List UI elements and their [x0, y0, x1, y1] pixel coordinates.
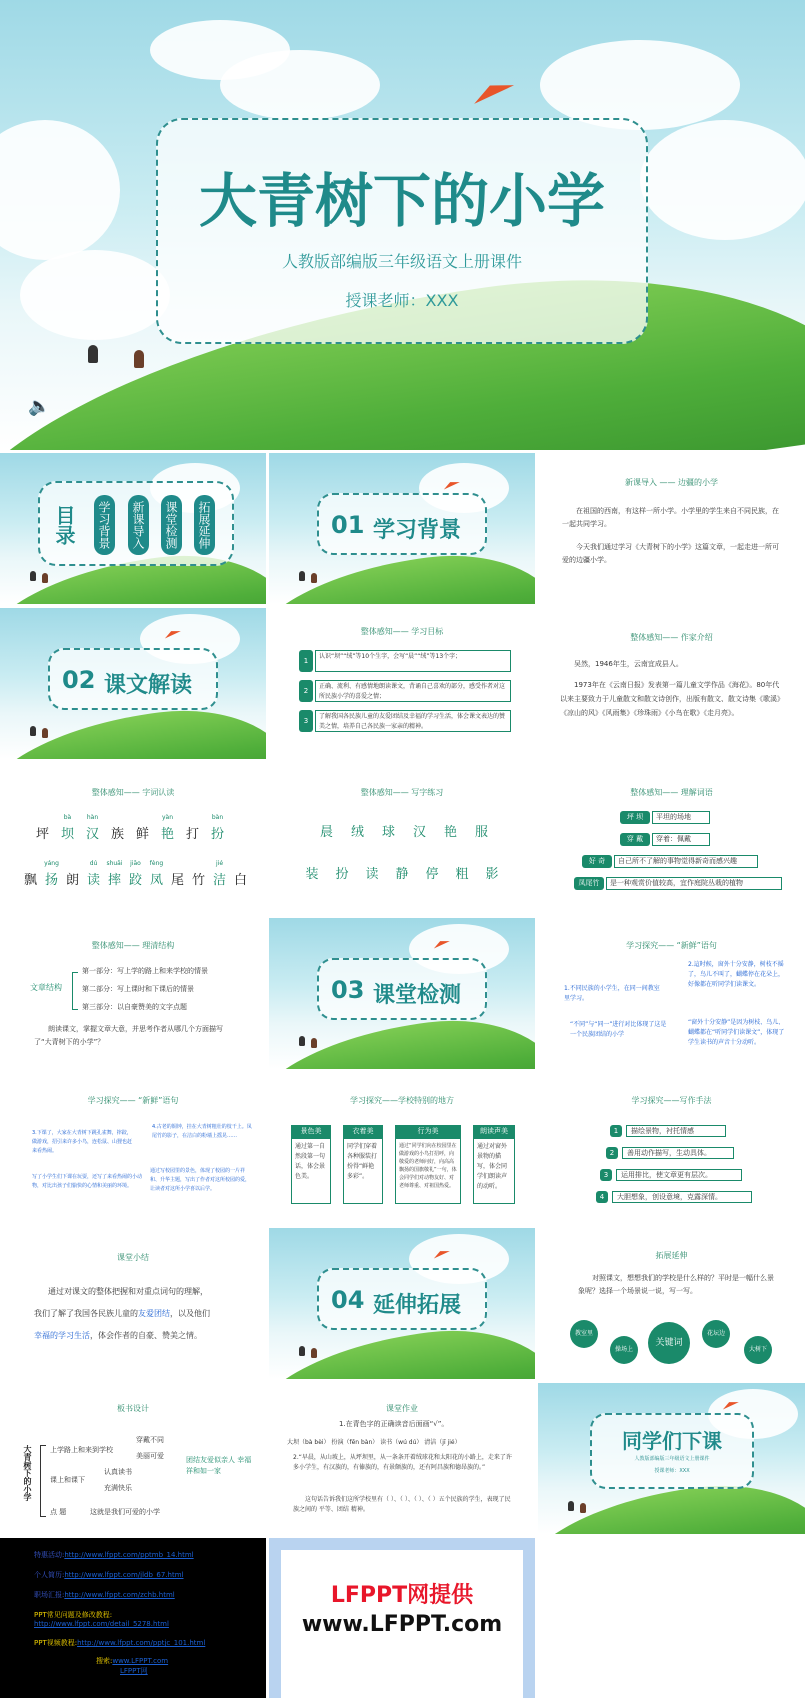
board-b1: 上学路上和来到学校 [50, 1446, 113, 1454]
board-b3: 点 题 [50, 1508, 67, 1516]
cover-subtitle: 人教版部编版三年级语文上册课件 [281, 252, 522, 271]
vocab-char: 坝 [60, 827, 74, 842]
link-url-3[interactable]: http://www.lfppt.com/zchb.html [64, 1591, 175, 1599]
vocab-pinyin: bà [63, 814, 72, 821]
end-title: 同学们下课 [622, 1429, 722, 1453]
vocab-char: 汉 [85, 827, 99, 842]
toc-item-1[interactable]: 学习背景 [94, 495, 115, 555]
beauty-col4-text: 通过对窗外景物的描写，体会同学们朗读声的动听。 [473, 1138, 515, 1204]
link-url-1[interactable]: http://www.lfppt.com/pptmb_14.html [64, 1551, 194, 1559]
explore1-slide [538, 918, 805, 1069]
board-b1b: 美丽可爱 [136, 1452, 164, 1460]
words-header: 整体感知—— 理解词语 [630, 788, 713, 797]
structure-question: 朗读课文，掌握文章大意，并思考作者从哪几个方面描写了“大青树下的小学”？ [34, 1025, 223, 1046]
goal-num-2: 2 [299, 680, 313, 702]
technique-text-4: 大胆想象，创设意境，克露深情。 [612, 1191, 752, 1203]
vocab-char: 坪 [35, 827, 49, 842]
beauty-col2-text: 同学们穿着各种服装打扮得“鲜艳多彩”。 [343, 1138, 383, 1204]
vocab-char: 打 [185, 827, 199, 842]
vocab-char: 族 [110, 827, 124, 842]
author-header: 整体感知—— 作家介绍 [630, 633, 713, 642]
board-b3a: 这就是我们可爱的小学 [90, 1508, 160, 1516]
beauty-header: 学习探究——学校特别的地方 [350, 1096, 454, 1105]
word-val-4: 是一种观赏价值较高，宜作庭院丛栽的植物 [606, 877, 782, 890]
board-b1a: 穿戴不同 [136, 1436, 164, 1444]
section4-title: 延伸拓展 [373, 1293, 462, 1318]
beauty-slide [269, 1073, 535, 1224]
summary-highlight-2: 幸福的学习生活 [34, 1331, 90, 1340]
structure-part-1: 第一部分：写上学的路上和来学校的情景 [82, 967, 208, 975]
end-slide [538, 1383, 805, 1534]
vocab-char: 读 [86, 873, 100, 888]
extend-node-4: 大树下 [744, 1336, 772, 1364]
beauty-col4-head: 朗读声美 [473, 1125, 515, 1138]
summary-line2a: 我们了解了我国各民族儿童的 [34, 1309, 138, 1318]
word-val-3: 自己所不了解的事物觉得新奇而感兴趣 [614, 855, 758, 868]
homework-q3: 这句话告诉我们这所学校里有（ ）、（ ）、（ ）、（ ）五个民族的学生，表现了民族之间的 平等、团结 精神。 [293, 1496, 511, 1513]
link-label-5: PPT视频教程: [34, 1639, 78, 1647]
cover-teacher: 授课老师：XXX [345, 291, 459, 310]
structure-part-3: 第三部分：以自豪赞美的文字点题 [82, 1003, 187, 1011]
homework-header: 课堂作业 [386, 1404, 418, 1413]
vocab-char: 尾 [170, 873, 184, 888]
goal-text-1: 认识“坝”“绒”等10个生字，会写“晨”“绒”等13个字； [315, 650, 511, 672]
end-subtitle: 人教版部编版三年级语文上册课件 [634, 1456, 710, 1462]
cover-title: 大青树下的小学 [198, 167, 605, 235]
promo-panel [269, 1538, 535, 1698]
explore2-header: 学习探究—— “新鲜”语句 [87, 1096, 179, 1105]
goals-slide [269, 608, 535, 759]
vocab-char: 摔 [107, 873, 121, 888]
summary-line1: 通过对课文的整体把握和对重点词句的理解， [48, 1287, 208, 1296]
writing-char: 服 [474, 825, 488, 840]
vocab-pinyin: fèng [149, 860, 164, 867]
vocab-pinyin: jié [215, 860, 224, 867]
explore1-d: “窗外十分安静”是因为树枝、鸟儿、蝴蝶都在“听同学们读课文”，体现了学生读书的声音十分动听。 [688, 1019, 785, 1046]
vocab-char: 白 [233, 873, 247, 888]
technique-text-3: 运用排比，使文章更有层次。 [616, 1169, 742, 1181]
vocab-pinyin: yàn [161, 814, 174, 821]
author-p2: 1973年在《云南日报》发表第一篇儿童文学作品《海花》。80年代以来主要致力于儿童散文和散文诗创作，出版有散文、散文诗集《歌溪》《凉山的风》《风雨集》《珍珠雨》《小鸟在歌》《走月亮》。 [560, 681, 784, 717]
explore1-header: 学习探究—— “新鲜”语句 [626, 941, 717, 950]
technique-header: 学习探究——写作手法 [631, 1096, 712, 1105]
section2-slide [0, 608, 266, 759]
goals-header: 整体感知—— 学习目标 [360, 627, 444, 636]
explore1-c: “不同”与“同一”进行对比体现了这是一个民族团结的小学 [570, 1021, 667, 1038]
writing-char: 读 [365, 867, 379, 882]
section3-number: 03 [331, 976, 365, 1004]
vocab-header: 整体感知—— 字词认读 [91, 788, 175, 797]
homework-q2: 2.“早晨，从山坡上，从坪坝里，从一条条开着绒球花和太阳花的小路上，走来了许多小学生，有汉族的，有傣族的，有景颇族的，还有阿昌族和德昂族的。” [293, 1454, 512, 1471]
vocab-char: 艳 [160, 827, 174, 842]
summary-slide [0, 1228, 266, 1379]
extend-node-3: 花坛边 [702, 1320, 730, 1348]
kite-icon [470, 76, 514, 104]
vocab-char: 飘 [23, 873, 37, 888]
extend-center: 关键词 [648, 1322, 690, 1364]
vocab-pinyin: shuāi [106, 860, 123, 867]
vocab-char: 竹 [191, 873, 205, 888]
link-url-5[interactable]: http://www.lfppt.com/pptjc_101.html [77, 1639, 206, 1647]
technique-num-2: 2 [606, 1147, 618, 1159]
link-url-2[interactable]: http://www.lfppt.com/jldb_67.html [64, 1571, 184, 1579]
intro-header: 新课导入 —— 边疆的小学 [624, 478, 719, 487]
structure-header: 整体感知—— 理清结构 [91, 941, 175, 950]
extend-question: 对照课文，想想我们的学校是什么样的？平时是一幅什么景象呢？选择一个场景说一说，写一写。 [578, 1274, 774, 1295]
beauty-col3-head: 行为美 [395, 1125, 461, 1138]
technique-num-1: 1 [610, 1125, 622, 1137]
summary-header: 课堂小结 [117, 1253, 149, 1262]
homework-q1: 1.在青色字的正确读音后面画“√”。 [339, 1420, 449, 1428]
end-teacher: 授课老师：XXX [654, 1468, 690, 1474]
speaker-icon[interactable]: 🔈 [28, 396, 51, 417]
board-slide [0, 1383, 266, 1534]
writing-char: 晨 [319, 825, 333, 840]
word-val-1: 平坦的场地 [652, 811, 710, 824]
cover-slide [0, 0, 805, 450]
vocab-char: 扬 [44, 873, 58, 888]
writing-char: 艳 [443, 825, 457, 840]
intro-slide [538, 453, 805, 604]
summary-line2c: ，以及他们 [170, 1309, 210, 1318]
board-b2a: 认真读书 [104, 1468, 132, 1476]
homework-slide [269, 1383, 535, 1534]
explore2-slide [0, 1073, 266, 1224]
section1-title: 学习背景 [373, 518, 462, 543]
board-header: 板书设计 [117, 1404, 149, 1413]
explore2-b: 4.古老的铜钟，挂在大青树粗壮的枝干上。凤尾竹的影子，在洁白的粉墙上摇晃…… [152, 1124, 252, 1139]
extend-slide [538, 1228, 805, 1379]
writing-header: 整体感知—— 写字练习 [360, 788, 444, 797]
goal-num-1: 1 [299, 650, 313, 672]
intro-p2: 今天我们通过学习《大青树下的小学》这篇文章，一起走进一所可爱的边疆小学。 [562, 543, 779, 564]
section4-slide [269, 1228, 535, 1379]
link-label-3: 职场汇报: [34, 1591, 65, 1599]
promo-line1: LFPPT网提供 [330, 1583, 474, 1608]
word-key-3: 好 奇 [582, 855, 612, 868]
technique-num-3: 3 [600, 1169, 612, 1181]
writing-char: 绒 [350, 825, 364, 840]
word-key-2: 穿 戴 [620, 833, 650, 846]
link-label-2: 个人简历: [34, 1571, 65, 1579]
word-key-4: 凤尾竹 [574, 877, 604, 890]
search-label: 搜索: [96, 1657, 113, 1665]
extend-header: 拓展延伸 [655, 1251, 688, 1260]
extend-node-2: 操场上 [610, 1336, 638, 1364]
vocab-pinyin: dú [89, 860, 98, 867]
section3-slide [269, 918, 535, 1069]
intro-p1: 在祖国的西南，有这样一所小学。小学里的学生来自不同民族，在一起共同学习。 [562, 507, 779, 528]
extend-node-1: 教室里 [570, 1320, 598, 1348]
link-url-4[interactable]: http://www.lfppt.com/detail_5278.html [34, 1620, 169, 1628]
section2-title: 课文解读 [104, 673, 193, 698]
goal-num-3: 3 [299, 710, 313, 732]
explore2-c: 写了小学生们下课在玩耍，还写了来看热闹的小动物，对比出孩子们愉快的心情和美丽的环境。 [32, 1174, 143, 1189]
section4-number: 04 [331, 1286, 365, 1314]
beauty-col3-text: 通过“同学们向在校园里在做游戏的小鸟打招呼，向敬爱的老师问好，向高高飘扬的国旗敬礼”一句，体会同学们对动物友好、对老师尊重、对祖国热爱。 [395, 1138, 461, 1204]
vocab-char: 朗 [65, 873, 79, 888]
technique-text-1: 描绘景物，衬托情感 [626, 1125, 726, 1137]
promo-line2: www.LFPPT.com [301, 1612, 503, 1637]
section2-number: 02 [62, 666, 96, 694]
section1-slide [269, 453, 535, 604]
structure-root: 文章结构 [30, 983, 62, 992]
beauty-col2-head: 衣着美 [343, 1125, 383, 1138]
writing-char: 扮 [335, 867, 349, 882]
summary-highlight-1: 友爱团结 [138, 1309, 170, 1318]
vocab-pinyin: hàn [86, 814, 99, 821]
structure-slide [0, 918, 266, 1069]
section1-number: 01 [331, 511, 365, 539]
writing-char: 汉 [412, 825, 426, 840]
explore2-d: 通过写校园里的景色，体现了校园的一片祥和、升华主题，写出了作者对这所校园的爱，让读者对这所小学喜以后学。 [150, 1168, 251, 1192]
search-url[interactable]: www.LFPPT.com [112, 1657, 169, 1665]
toc-label: 目录 [52, 505, 76, 545]
toc-slide [0, 453, 266, 604]
link-label-4: PPT常见问题及修改教程: [34, 1611, 113, 1619]
beauty-col1-text: 通过第一自然段第一句话，体会景色美。 [291, 1138, 331, 1204]
structure-part-2: 第二部分：写上课时和下课后的情景 [82, 985, 194, 993]
explore1-a: 1.不同民族的小学生，在同一间教室里学习。 [564, 985, 660, 1002]
board-right: 团结友爱似亲人 幸福祥和如一家 [186, 1456, 252, 1475]
explore1-b: 2.這时候，窗外十分安静，树枝不摇了，鸟儿不叫了，蝴蝶停在花朵上，好像都在听同学们读课文。 [688, 961, 785, 988]
word-key-1: 坪 坝 [620, 811, 650, 824]
technique-text-2: 善用动作描写，生动具体。 [622, 1147, 734, 1159]
author-p1: 吴然，1946年生，云南宜成县人。 [574, 660, 683, 668]
words-slide [538, 763, 805, 914]
word-val-2: 穿着：佩戴 [652, 833, 710, 846]
vocab-char: 凤 [149, 873, 163, 888]
vocab-pinyin: jiāo [130, 860, 141, 867]
link-label-1: 特惠活动: [34, 1551, 65, 1559]
writing-slide [269, 763, 535, 914]
section3-title: 课堂检测 [373, 983, 462, 1008]
writing-char: 球 [381, 825, 395, 840]
search-brand[interactable]: LFPPT网 [120, 1667, 148, 1675]
technique-num-4: 4 [596, 1191, 608, 1203]
explore2-a: 3.下课了，大家在大青树下跳孔雀舞，摔跤，做游戏，招引来许多小鸟，连松鼠、山狸也赶来看热闹。 [32, 1130, 133, 1154]
vocab-slide [0, 763, 266, 914]
vocab-pinyin: yáng [44, 860, 59, 867]
goal-text-2: 正确、流利、有感情地朗读课文，背诵自己喜欢的部分，感受作者对这所民族小学的喜爱之情； [315, 680, 511, 702]
writing-char: 影 [485, 867, 499, 882]
goal-text-3: 了解我国各民族儿童的友爱团结及幸福的学习生活，体会课文表达的赞美之情，培养自己各民族一家亲的精神。 [315, 710, 511, 732]
vocab-char: 扮 [210, 827, 224, 842]
vocab-char: 洁 [212, 873, 226, 888]
writing-char: 装 [305, 867, 319, 882]
author-slide [538, 608, 805, 759]
toc-item-3[interactable]: 课堂检测 [161, 495, 182, 555]
vocab-char: 鲜 [135, 827, 149, 842]
board-b2b: 充满快乐 [104, 1484, 132, 1492]
beauty-col1-head: 景色美 [291, 1125, 331, 1138]
technique-slide [538, 1073, 805, 1224]
writing-char: 粗 [455, 867, 469, 882]
links-panel [0, 1538, 266, 1698]
vocab-pinyin: bàn [211, 814, 224, 821]
writing-char: 静 [395, 867, 409, 882]
toc-item-2[interactable]: 新课导入 [128, 495, 149, 555]
writing-char: 停 [425, 867, 439, 882]
vocab-char: 跤 [128, 873, 142, 888]
board-b2: 课上和课下 [50, 1476, 85, 1484]
homework-line1: 大坝（bà bèi） 扮演（fēn bàn） 读书（wú dú） 清洁（jī jié） [287, 1439, 461, 1446]
toc-item-4[interactable]: 拓展延伸 [194, 495, 215, 555]
board-title: 大青树下的小学 [23, 1445, 32, 1501]
summary-line3b: ，体会作者的自豪、赞美之情。 [90, 1331, 202, 1340]
